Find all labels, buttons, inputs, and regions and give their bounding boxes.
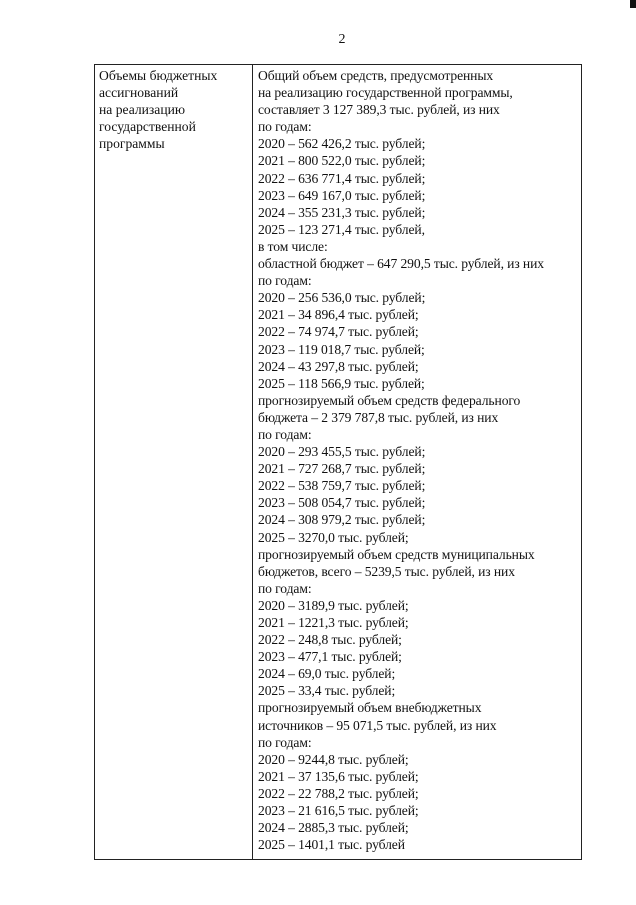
content-line: бюджета – 2 379 787,8 тыс. рублей, из них: [258, 409, 499, 425]
content-line: 2021 – 1221,3 тыс. рублей;: [258, 615, 409, 630]
content-line: 2023 – 649 167,0 тыс. рублей;: [258, 187, 426, 203]
content-line: 2020 – 293 455,5 тыс. рублей;: [258, 444, 426, 460]
content-line: 2020 – 3189,9 тыс. рублей;: [258, 597, 409, 613]
label-line: государственной: [99, 119, 196, 134]
content-line: прогнозируемый объем внебюджетных: [258, 700, 482, 716]
content-line: областной бюджет – 647 290,5 тыс. рублей, из них: [258, 256, 544, 272]
content-line: 2021 – 727 268,7 тыс. рублей;: [258, 461, 426, 477]
content-line: 2023 – 477,1 тыс. рублей;: [258, 649, 402, 665]
content-line: 2024 – 69,0 тыс. рублей;: [258, 666, 396, 682]
content-line: 2021 – 800 522,0 тыс. рублей;: [258, 153, 426, 169]
content-line: 2022 – 74 974,7 тыс. рублей;: [258, 324, 419, 340]
label-line: программы: [99, 136, 165, 151]
content-line: на реализацию государственной программы,: [258, 85, 513, 101]
content-line: по годам:: [258, 426, 312, 442]
table-content-cell: [253, 65, 581, 859]
content-line: по годам:: [258, 273, 312, 289]
content-line: 2022 – 538 759,7 тыс. рублей;: [258, 478, 426, 494]
content-line: 2022 – 636 771,4 тыс. рублей;: [258, 170, 426, 186]
page-number: 2: [338, 32, 346, 47]
content-line: источников – 95 071,5 тыс. рублей, из них: [258, 717, 497, 733]
label-line: ассигнований: [99, 85, 179, 100]
content-line: в том числе:: [258, 238, 328, 254]
content-line: 2021 – 37 135,6 тыс. рублей;: [258, 768, 419, 784]
content-line: 2023 – 508 054,7 тыс. рублей;: [258, 495, 426, 511]
content-line: 2020 – 562 426,2 тыс. рублей;: [258, 136, 426, 152]
content-line: 2024 – 355 231,3 тыс. рублей;: [258, 204, 426, 220]
table-label-cell: [95, 65, 253, 859]
content-line: бюджетов, всего – 5239,5 тыс. рублей, из них: [258, 563, 515, 579]
content-line: по годам:: [258, 119, 312, 135]
content-line: 2021 – 34 896,4 тыс. рублей;: [258, 307, 419, 323]
content-line: прогнозируемый объем средств муниципальных: [258, 546, 535, 562]
content-line: составляет 3 127 389,3 тыс. рублей, из них: [258, 102, 500, 118]
content-line: прогнозируемый объем средств федерального: [258, 392, 521, 408]
label-line: Объемы бюджетных: [99, 68, 218, 83]
content-line: 2023 – 21 616,5 тыс. рублей;: [258, 803, 419, 819]
content-line: 2025 – 3270,0 тыс. рублей;: [258, 529, 409, 545]
content-line: по годам:: [258, 580, 312, 596]
label-line: на реализацию: [99, 102, 186, 117]
content-line: 2025 – 123 271,4 тыс. рублей,: [258, 221, 425, 237]
content-line: 2023 – 119 018,7 тыс. рублей;: [258, 341, 425, 357]
budget-allocation-table: [94, 64, 582, 860]
content-line: 2025 – 33,4 тыс. рублей;: [258, 683, 396, 699]
content-line: 2022 – 22 788,2 тыс. рублей;: [258, 785, 419, 801]
scan-corner-mark: [630, 0, 636, 8]
content-line: 2024 – 2885,3 тыс. рублей;: [258, 820, 409, 836]
content-line: 2022 – 248,8 тыс. рублей;: [258, 632, 402, 648]
content-line: по годам:: [258, 734, 312, 750]
content-line: Общий объем средств, предусмотренных: [258, 68, 494, 83]
content-line: 2020 – 9244,8 тыс. рублей;: [258, 751, 409, 767]
content-line: 2020 – 256 536,0 тыс. рублей;: [258, 290, 426, 306]
content-line: 2024 – 43 297,8 тыс. рублей;: [258, 358, 419, 374]
content-line: 2025 – 1401,1 тыс. рублей: [258, 837, 405, 853]
content-line: 2025 – 118 566,9 тыс. рублей;: [258, 375, 425, 391]
content-line: 2024 – 308 979,2 тыс. рублей;: [258, 512, 426, 528]
